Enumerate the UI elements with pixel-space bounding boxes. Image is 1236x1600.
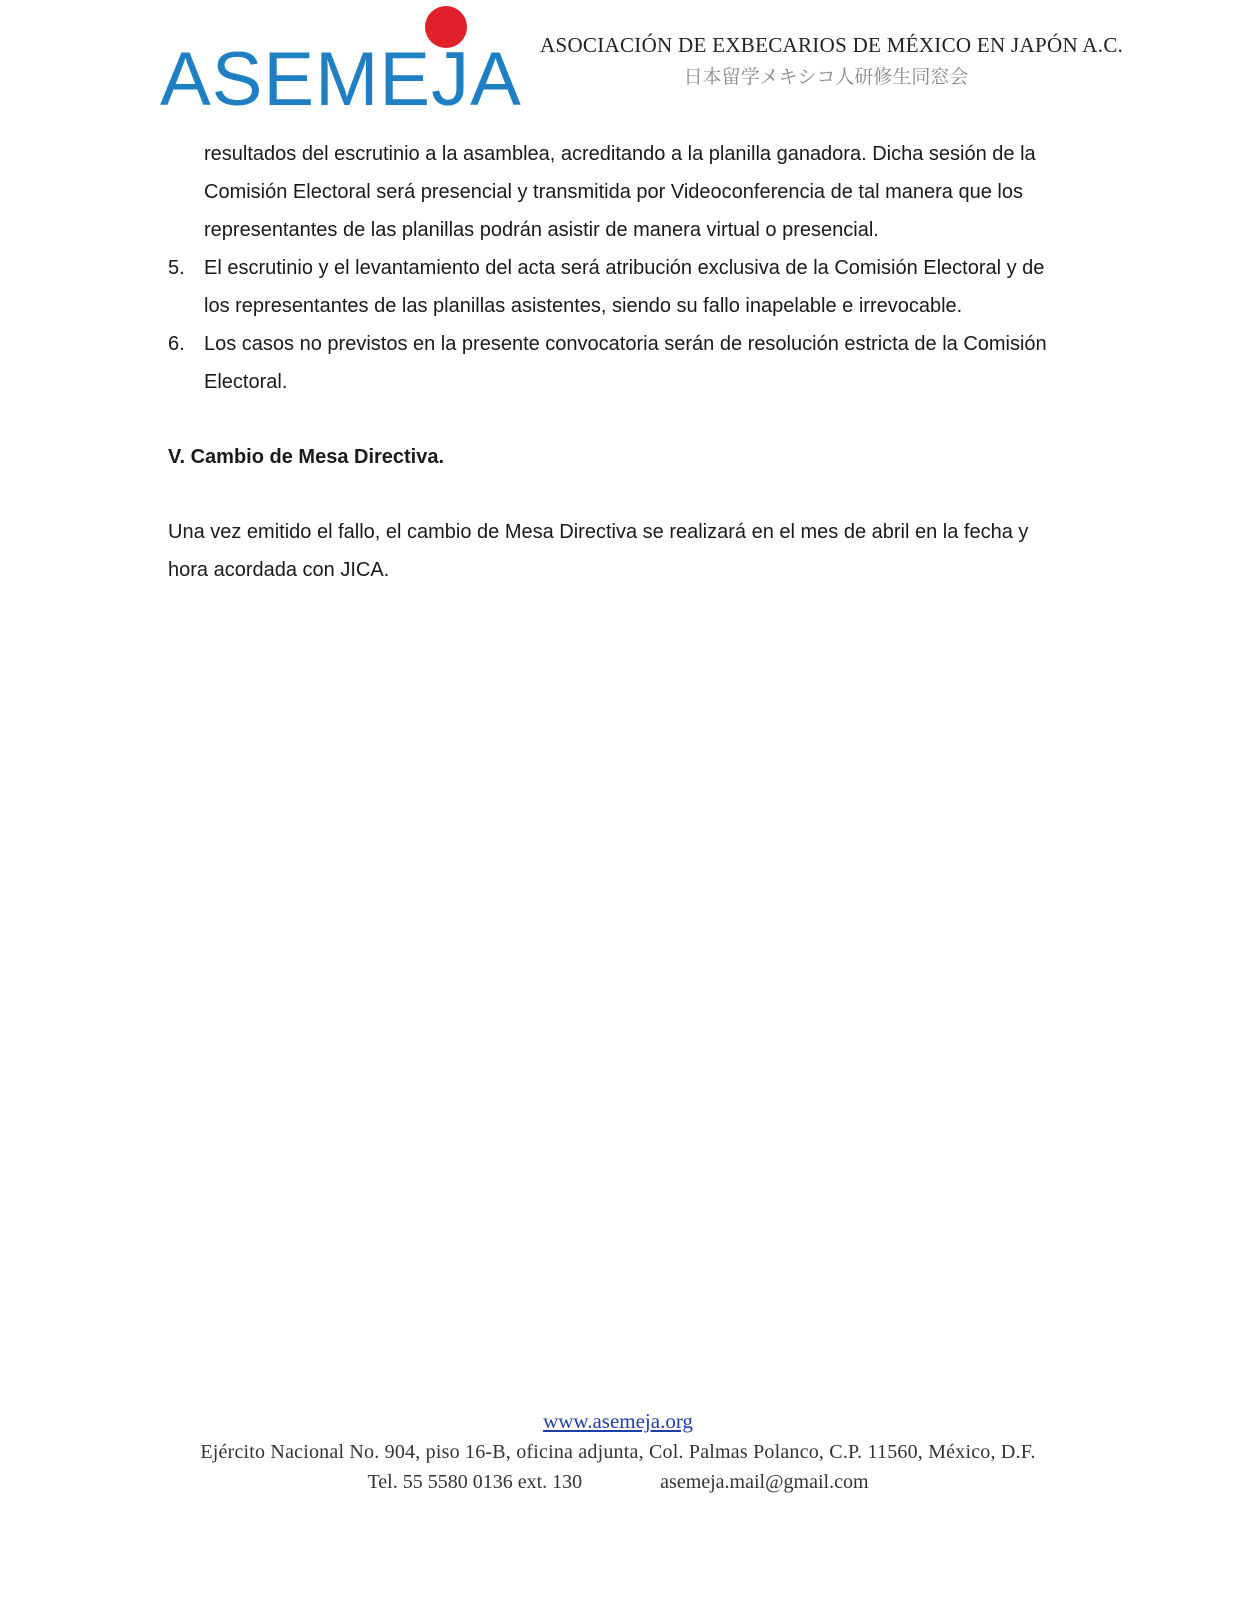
page-footer <box>0 1405 1236 1497</box>
list-item-number: 6. <box>168 333 185 355</box>
continued-list-paragraph: resultados del escrutinio a la asamblea, acreditando a la planilla ganadora. Dicha sesión de la Comisión Electoral será presencial y transmitida por Videoconferencia de tal manera que los representantes de las planillas podrán asistir de manera virtual o presencial. <box>204 143 1036 241</box>
list-item <box>168 249 1068 325</box>
document-body <box>168 135 1068 589</box>
organization-name-japanese: 日本留学メキシコ人研修生同窓会 <box>683 66 969 88</box>
footer-email: asemeja.mail@gmail.com <box>660 1471 869 1493</box>
section-heading: V. Cambio de Mesa Directiva. <box>168 446 445 468</box>
footer-address: Ejército Nacional No. 904, piso 16-B, oficina adjunta, Col. Palmas Polanco, C.P. 11560, México, D.F. <box>200 1441 1036 1463</box>
logo-text: ASEMEJA <box>160 37 522 122</box>
list-item-text: Los casos no previstos en la presente convocatoria serán de resolución estricta de la Comisión Electoral. <box>204 333 1047 393</box>
section-paragraph: Una vez emitido el fallo, el cambio de Mesa Directiva se realizará en el mes de abril en la fecha y hora acordada con JICA. <box>168 521 1029 581</box>
header-organization <box>540 30 1124 92</box>
footer-phone: Tel. 55 5580 0136 ext. 130 <box>367 1471 583 1493</box>
list-item-text: El escrutinio y el levantamiento del acta será atribución exclusiva de la Comisión Electoral y de los representantes de las planillas asistentes, siendo su fallo inapelable e irrevocable. <box>204 257 1045 317</box>
footer-contact <box>0 1467 1236 1497</box>
organization-name: ASOCIACIÓN DE EXBECARIOS DE MÉXICO EN JAPÓN A.C. <box>540 33 1124 57</box>
list-item <box>168 325 1068 401</box>
numbered-list <box>168 249 1068 401</box>
website-link[interactable]: www.asemeja.org <box>543 1409 693 1433</box>
asemeja-logo <box>160 30 522 130</box>
list-item-number: 5. <box>168 257 185 279</box>
